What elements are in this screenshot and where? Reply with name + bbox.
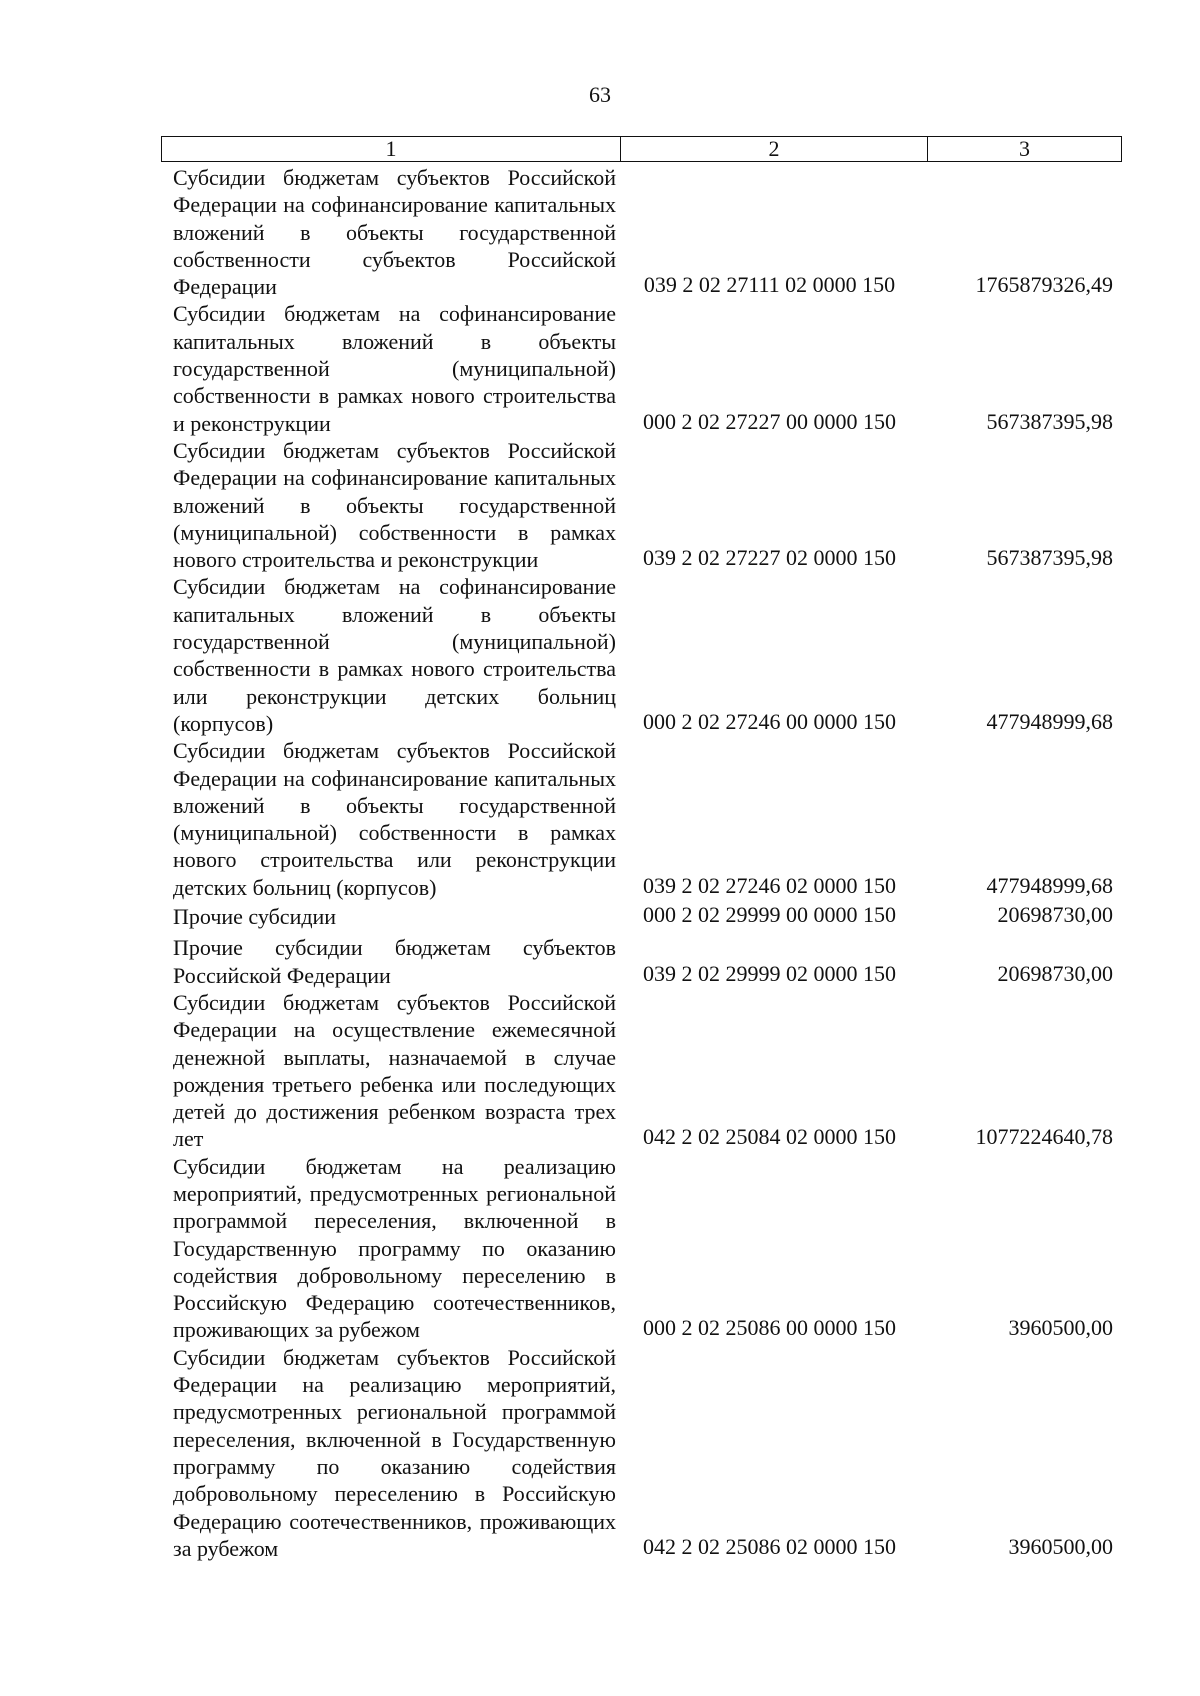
column-header-2: 2 [621, 137, 928, 161]
row-description: Субсидии бюджетам субъектов Российской Федерации на софинансирование капитальных вложений в объекты государственной (муниципальной) собственности в рамках нового строительства и реконструкции [173, 437, 616, 573]
table-row [173, 573, 1123, 737]
row-code: 039 2 02 27246 02 0000 150 [643, 872, 896, 898]
row-amount: 20698730,00 [997, 902, 1113, 928]
page-number: 63 [589, 82, 611, 107]
row-code: 042 2 02 25084 02 0000 150 [643, 1124, 896, 1150]
row-code: 039 2 02 29999 02 0000 150 [643, 960, 896, 986]
column-header-1: 1 [162, 137, 621, 161]
row-description: Субсидии бюджетам субъектов Российской Федерации на осуществление ежемесячной денежной выплаты, назначаемой в случае рождения третьего ребенка или последующих детей до достижения ребенком возраста трех лет [173, 989, 616, 1152]
row-description: Субсидии бюджетам на софинансирование капитальных вложений в объекты государственной (муниципальной) собственности в рамках нового строительства или реконструкции детских больниц (корпусов) [173, 574, 616, 736]
table-header [161, 136, 1122, 162]
table-row [173, 164, 1123, 300]
row-amount: 477948999,68 [986, 872, 1113, 898]
row-description: Субсидии бюджетам на реализацию мероприятий, предусмотренных региональной программой переселения, включенной в Государственную программу по оказанию содействия добровольному переселению в Российскую Федерацию соотечественников, проживающих за рубежом [173, 1153, 616, 1343]
row-description: Прочие субсидии [173, 904, 337, 930]
row-description: Субсидии бюджетам субъектов Российской Федерации на софинансирование капитальных вложений в объекты государственной (муниципальной) собственности в рамках нового строительства или реконструкции детских больниц (корпусов) [173, 738, 616, 900]
row-description: Субсидии бюджетам субъектов Российской Федерации на софинансирование капитальных вложений в объекты государственной собственности субъектов Российской Федерации [173, 165, 616, 300]
table-body [173, 164, 1123, 1562]
row-description: Субсидии бюджетам субъектов Российской Федерации на реализацию мероприятий, предусмотренных региональной программой переселения, включенной в Государственную программу по оказанию содействия добровольному переселению в Российскую Федерацию соотечественников, проживающих за рубежом [173, 1344, 616, 1561]
row-code: 000 2 02 25086 00 0000 150 [643, 1315, 896, 1341]
row-amount: 477948999,68 [986, 708, 1113, 734]
row-amount: 1077224640,78 [975, 1124, 1113, 1150]
row-description: Субсидии бюджетам на софинансирование капитальных вложений в объекты государственной (муниципальной) собственности в рамках нового строительства и реконструкции [173, 301, 616, 436]
column-header-3: 3 [1019, 136, 1030, 161]
row-code: 000 2 02 27246 00 0000 150 [643, 708, 896, 734]
table-row [173, 737, 1123, 901]
row-amount: 3960500,00 [1008, 1315, 1113, 1341]
row-description: Прочие субсидии бюджетам субъектов Российской Федерации [173, 935, 616, 988]
row-code: 000 2 02 29999 00 0000 150 [643, 902, 896, 928]
table-row [173, 1344, 1123, 1562]
row-amount: 20698730,00 [997, 960, 1113, 986]
table-row [173, 437, 1123, 573]
row-code: 000 2 02 27227 00 0000 150 [643, 408, 896, 434]
table-row [173, 300, 1123, 436]
row-code: 042 2 02 25086 02 0000 150 [643, 1533, 896, 1559]
table-row [173, 989, 1123, 1153]
table-row [173, 901, 1123, 930]
table-row [173, 934, 1123, 989]
row-amount: 3960500,00 [1008, 1533, 1113, 1559]
row-amount: 1765879326,49 [975, 272, 1113, 298]
row-code: 039 2 02 27111 02 0000 150 [643, 272, 896, 298]
table-row [173, 1153, 1123, 1344]
row-code: 039 2 02 27227 02 0000 150 [643, 545, 896, 571]
row-amount: 567387395,98 [986, 408, 1113, 434]
row-amount: 567387395,98 [986, 545, 1113, 571]
